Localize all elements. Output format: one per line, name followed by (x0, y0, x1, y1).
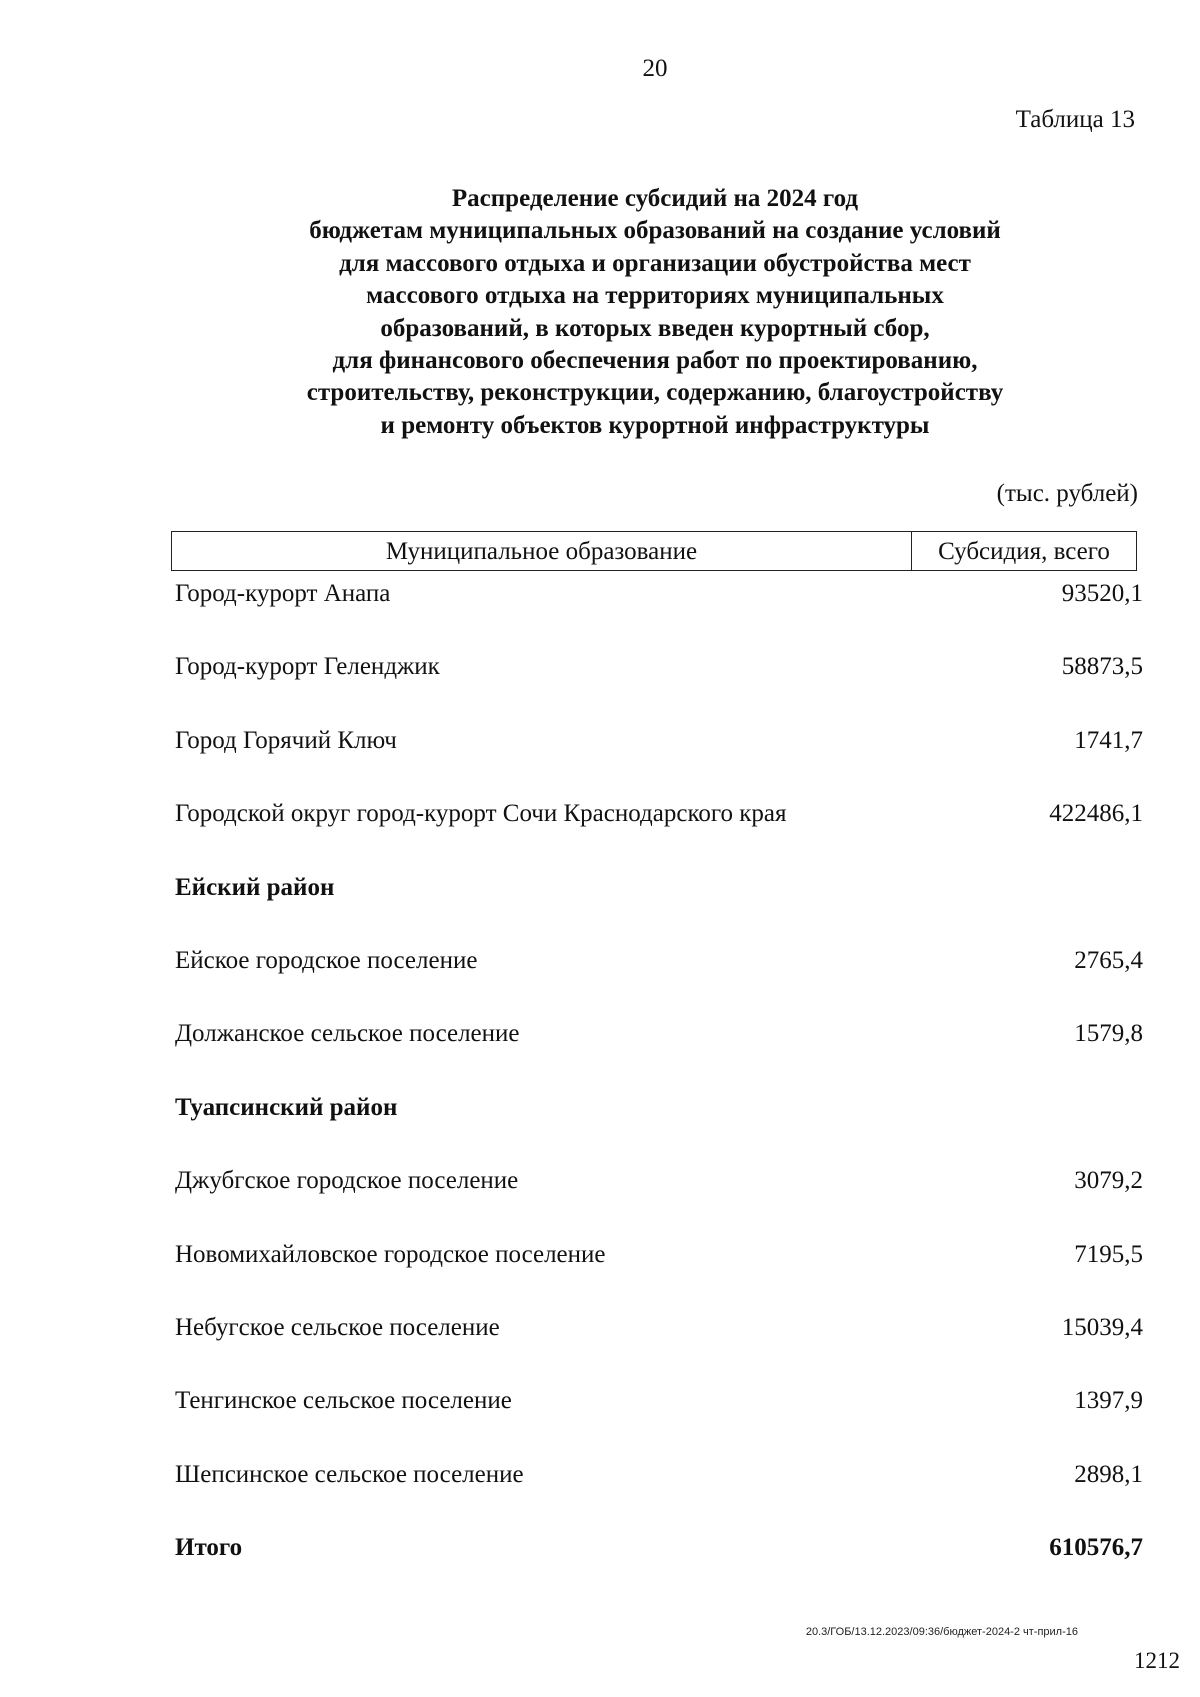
table-row (175, 947, 1143, 1020)
footer-reference: 20.3/ГОБ/13.12.2023/09:36/бюджет-2024-2 чт-прил-16 (805, 1626, 1078, 1638)
total-label: Итого (175, 1534, 243, 1562)
row-name: Город Горячий Ключ (175, 726, 397, 754)
row-value: 93520,1 (1061, 580, 1143, 607)
group-heading-row (175, 1094, 1143, 1167)
header-subsidy: Субсидия, всего (938, 538, 1110, 565)
table-row (175, 1167, 1143, 1240)
title-line: для массового отдыха и организации обустройства мест (339, 249, 971, 277)
table-row (175, 580, 1143, 653)
title-line: Распределение субсидий на 2024 год (451, 185, 859, 212)
title-line: строительству, реконструкции, содержанию, благоустройству (306, 379, 1004, 407)
row-value: 1741,7 (1074, 726, 1143, 754)
table-row (175, 1461, 1143, 1534)
footer-page-number: 1212 (1134, 1648, 1180, 1673)
table-row (175, 1314, 1143, 1387)
row-name: Город-курорт Анапа (175, 580, 391, 607)
row-name: Ейское городское поселение (175, 946, 478, 974)
total-value: 610576,7 (1049, 1534, 1143, 1562)
table-row (175, 1387, 1143, 1460)
row-value: 1579,8 (1074, 1020, 1143, 1048)
row-name: Тенгинское сельское поселение (175, 1387, 512, 1415)
row-value: 1397,9 (1074, 1387, 1143, 1415)
table-body (175, 580, 1143, 1607)
row-value: 15039,4 (1061, 1313, 1143, 1341)
row-name: Шепсинское сельское поселение (175, 1460, 524, 1488)
row-name: Городской округ город-курорт Сочи Краснодарского края (175, 800, 787, 828)
header-municipality: Муниципальное образование (172, 532, 912, 570)
title-line: бюджетам муниципальных образований на создание условий (309, 217, 1001, 245)
total-row (175, 1534, 1143, 1607)
row-value: 3079,2 (1074, 1167, 1143, 1195)
page-number: 20 (642, 55, 668, 82)
group-heading: Туапсинский район (175, 1093, 398, 1121)
group-heading: Ейский район (175, 873, 335, 901)
units-note: (тыс. рублей) (996, 480, 1138, 507)
document-title (175, 183, 1135, 442)
table-row (175, 1020, 1143, 1093)
row-value: 2765,4 (1074, 946, 1143, 974)
table-row (175, 800, 1143, 873)
table-label: Таблица 13 (1015, 106, 1135, 133)
row-name: Должанское сельское поселение (175, 1020, 520, 1048)
table-row (175, 653, 1143, 726)
row-name: Небугское сельское поселение (175, 1313, 500, 1341)
row-name: Город-курорт Геленджик (175, 653, 440, 681)
group-heading-row (175, 874, 1143, 947)
table-row (175, 727, 1143, 800)
row-value: 58873,5 (1061, 653, 1143, 681)
row-name: Джубгское городское поселение (175, 1167, 519, 1195)
row-name: Новомихайловское городское поселение (175, 1240, 606, 1268)
title-line: для финансового обеспечения работ по проектированию, (332, 347, 978, 375)
table-row (175, 1241, 1143, 1314)
table-header (171, 531, 1137, 571)
title-line: и ремонту объектов курортной инфраструктуры (380, 411, 930, 439)
row-value: 422486,1 (1049, 800, 1143, 828)
row-value: 2898,1 (1074, 1460, 1143, 1488)
title-line: образований, в которых введен курортный сбор, (380, 314, 930, 342)
title-line: массового отдыха на территориях муниципальных (366, 282, 944, 310)
row-value: 7195,5 (1074, 1240, 1143, 1268)
